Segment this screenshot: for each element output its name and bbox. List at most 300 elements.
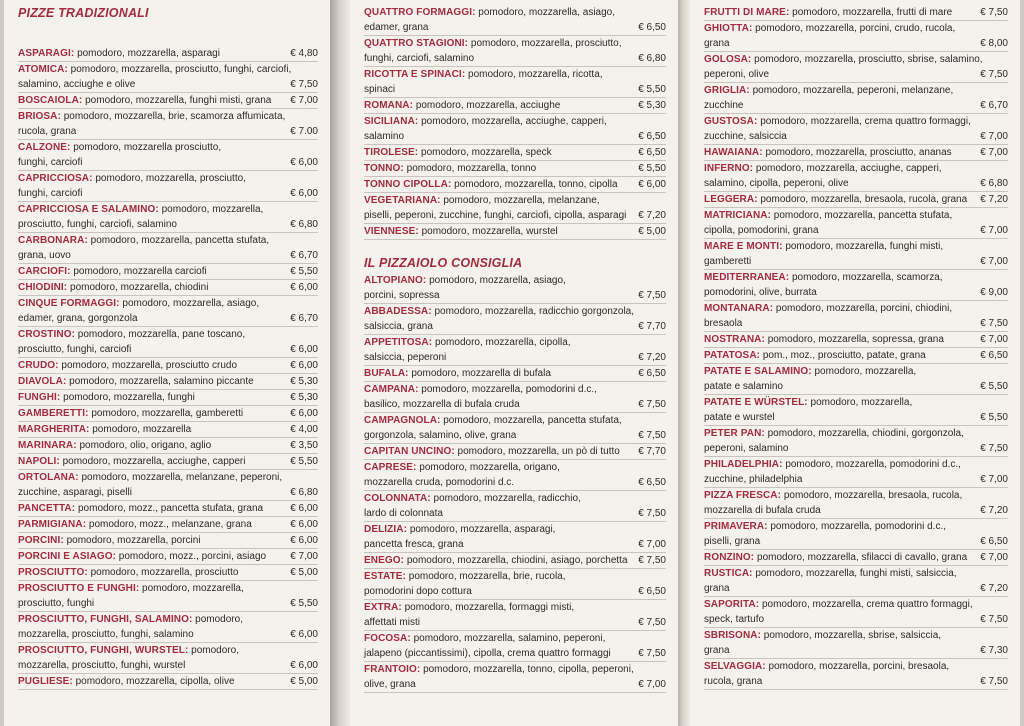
ingredients: pomodoro, mozzarella, speck [421,147,552,158]
pizza-name: QUATTRO STAGIONI: [364,38,469,49]
ingredients: rucola, grana [704,676,763,687]
menu-item-line [364,631,666,646]
pizza-name: GAMBERETTI: [18,408,89,419]
menu-item-line [18,342,318,357]
pizza-name: PROSCIUTTO, FUNGHI, WURSTEL: [18,645,189,656]
pizza-name: BUFALA: [364,368,409,379]
ingredients: pomodoro, mozzarella, formaggi misti, [404,602,575,613]
menu-item-line [18,62,318,77]
menu-item [364,5,666,36]
ingredients: pomodoro, mozzarella, pancetta stufata, [773,210,953,221]
menu-item-line [364,584,666,599]
pizza-name: INFERNO: [704,163,754,174]
menu-item [18,549,318,565]
price: € 6,80 [980,178,1008,189]
pizza-name: TIROLESE: [364,147,419,158]
menu-item [364,569,666,600]
menu-item-line [18,140,318,155]
menu-item-line [704,270,1008,285]
menu-item-line [704,597,1008,612]
price: € 6,00 [290,282,318,293]
price: € 7,00 [980,256,1008,267]
menu-item-line [364,491,666,506]
menu-item-line [364,600,666,615]
pizza-name: CAMPANA: [364,384,419,395]
menu-item-line [18,627,318,642]
pizza-name: TONNO CIPOLLA: [364,179,452,190]
price: € 7,00 [980,552,1008,563]
menu-item [18,454,318,470]
menu-item-line [364,366,666,381]
menu-item-line [18,581,318,596]
menu-item-line [704,550,1008,565]
menu-item-line [18,109,318,124]
menu-item [18,390,318,406]
price: € 5,00 [290,676,318,687]
price: € 6,70 [980,100,1008,111]
menu-item-line [364,51,666,66]
menu-item-line [704,410,1008,425]
menu-item-line [364,335,666,350]
menu-item [704,597,1008,628]
price: € 4,80 [290,48,318,59]
menu-item [18,581,318,612]
menu-column-2 [350,0,678,726]
pizza-name: BOSCAIOLA: [18,95,83,106]
ingredients: edamer, grana, gorgonzola [18,313,138,324]
pizza-name: PATATE E SALAMINO: [704,366,812,377]
menu-item [18,202,318,233]
menu-item-line [704,503,1008,518]
menu-item [18,533,318,549]
ingredients: pomodoro, mozzarella, prosciutto, funghi, carciofi, [70,64,292,75]
pizza-name: PRIMAVERA: [704,521,768,532]
price: € 7,50 [638,399,666,410]
menu-item-line [364,506,666,521]
menu-item [704,395,1008,426]
menu-item [704,208,1008,239]
price: € 7,50 [980,7,1008,18]
price: € 5,30 [290,376,318,387]
ingredients: pomodoro, olio, origano, aglio [79,440,212,451]
ingredients: pomodoro, mozzarella, acciughe, capperi [62,456,246,467]
ingredients: pomodoro, mozzarella, crema quattro formaggi, [761,599,973,610]
menu-item-line [364,428,666,443]
menu-item-line [704,254,1008,269]
ingredients: pomodoro, mozzarella, cipolla, [434,337,571,348]
menu-item-line [364,677,666,692]
ingredients: pomodoro, mozzarella, sopressa, grana [767,334,944,345]
pizza-name: RICOTTA E SPINACI: [364,69,466,80]
pizza-name: MEDITERRANEA: [704,272,790,283]
ingredients: pomodoro, mozzarella, crema quattro formaggi, [760,116,971,127]
menu-item-line [18,155,318,170]
price: € 6,80 [638,53,666,64]
pizza-name: GRIGLIA: [704,85,750,96]
ingredients: pomodoro, mozzarella, brie, scamorza affumicata, [63,111,286,122]
pizza-name: PATATE E WÜRSTEL: [704,397,808,408]
pizza-name: CRUDO: [18,360,59,371]
pizza-name: FRUTTI DI MARE: [704,7,790,18]
menu-item [364,177,666,193]
menu-item [18,264,318,280]
menu-item [18,501,318,517]
ingredients: grana, uovo [18,250,71,261]
ingredients: salamino, cipolla, peperoni, olive [704,178,849,189]
price: € 5,30 [290,392,318,403]
menu-item [704,52,1008,83]
menu-item-line [364,114,666,129]
pizza-name: CAMPAGNOLA: [364,415,441,426]
pizza-name: PROSCIUTTO: [18,567,88,578]
pizza-name: TONNO: [364,163,404,174]
ingredients: pomodoro, mozzarella, radicchio gorgonzola, [434,306,635,317]
pizza-name: SAPORITA: [704,599,760,610]
ingredients: grana [704,38,730,49]
menu-item-line [18,374,318,389]
ingredients: pomodoro, mozzarella, pomodorini d.c., [421,384,597,395]
ingredients: pomodoro, mozzarella, asiago, [122,298,260,309]
ingredients: pomodorini, olive, burrata [704,287,817,298]
ingredients: zucchine, salsiccia [704,131,787,142]
menu-item-line [18,233,318,248]
ingredients: salamino, acciughe e olive [18,79,136,90]
menu-item [364,273,666,304]
ingredients: salamino [364,131,405,142]
menu-item [704,519,1008,550]
menu-item-line [704,612,1008,627]
menu-item-line [704,534,1008,549]
menu-item [364,224,666,240]
menu-item-line [18,93,318,108]
price: € 5,50 [638,163,666,174]
ingredients: pomodoro, mozzarella, bresaola, rucola, [783,490,963,501]
price: € 7,50 [980,443,1008,454]
price: € 3,50 [290,440,318,451]
fold-right [676,0,690,726]
menu-item-line [18,438,318,453]
price: € 5,50 [290,456,318,467]
pizza-name: CINQUE FORMAGGI: [18,298,120,309]
price: € 7,00 [980,474,1008,485]
ingredients: bresaola [704,318,743,329]
menu-item-line [364,20,666,35]
menu-item-line [18,643,318,658]
menu-item [364,36,666,67]
ingredients: pomodoro, mozzarella, acciughe, capperi, [755,163,942,174]
ingredients: pomodoro, mozzarella, asiago, [478,7,616,18]
ingredients: grana [704,645,730,656]
fold-left [330,0,350,726]
menu-item-line [18,612,318,627]
menu-item-line [364,36,666,51]
ingredients: pomodoro, mozzarella, funghi [63,392,195,403]
ingredients: speck, tartufo [704,614,765,625]
ingredients: pomodoro, mozzarella di bufala [411,368,551,379]
menu-item-line [364,475,666,490]
menu-item-line [704,426,1008,441]
ingredients: pomodoro, mozzarella, porcini, bresaola, [768,661,950,672]
price: € 7.00 [290,126,318,137]
pizza-name: RONZINO: [704,552,755,563]
menu-item [364,491,666,522]
ingredients: peperoni, salamino [704,443,789,454]
ingredients: gorgonzola, salamino, olive, grana [364,430,517,441]
price: € 7,50 [290,79,318,90]
ingredients: pomodoro, mozzarella, brie, rucola, [408,571,566,582]
menu-item-line [704,441,1008,456]
pizza-name: EXTRA: [364,602,402,613]
pizza-name: RUSTICA: [704,568,753,579]
pizza-name: ALTOPIANO: [364,275,427,286]
ingredients: jalapeno (piccantissimi), cipolla, crema quattro formaggi [364,648,611,659]
pizza-name: QUATTRO FORMAGGI: [364,7,476,18]
menu-item [704,114,1008,145]
pizza-name: MATRICIANA: [704,210,772,221]
menu-item-line [704,301,1008,316]
menu-item-line [18,533,318,548]
pizza-name: VEGETARIANA: [364,195,441,206]
ingredients: pom., moz., prosciutto, patate, grana [762,350,926,361]
ingredients: pomodoro, mozzarella, wurstel [421,226,558,237]
ingredients: pomodoro, mozzarella, pomodorini d.c., [785,459,961,470]
ingredients: pomodoro, mozzarella, funghi misti, [785,241,944,252]
price: € 7,50 [980,69,1008,80]
ingredients: lardo di colonnata [364,508,443,519]
pizza-name: ASPARAGI: [18,48,75,59]
ingredients: pomodoro, mozzarella, [161,204,264,215]
menu-item [18,109,318,140]
ingredients: pomodoro, mozzarella, [142,583,244,594]
menu-item-line [364,382,666,397]
menu-item [18,296,318,327]
ingredients: pomodoro, mozzarella, salamino piccante [69,376,254,387]
price: € 5,50 [980,412,1008,423]
menu-item-line [18,186,318,201]
ingredients: pomodoro, mozzarella, [810,397,913,408]
price: € 6,80 [290,487,318,498]
menu-item-line [18,674,318,689]
menu-item-line [704,519,1008,534]
pizza-name: MARE E MONTI: [704,241,783,252]
pizza-name: PUGLIESE: [18,676,73,687]
price: € 6,50 [980,536,1008,547]
ingredients: piselli, peperoni, zucchine, funghi, carciofi, cipolla, asparagi [364,210,627,221]
price: € 7,20 [638,210,666,221]
menu-item [364,413,666,444]
ingredients: salsiccia, peperoni [364,352,447,363]
pizza-name: NOSTRANA: [704,334,765,345]
ingredients: pomodoro, mozzarella, porcini, crudo, rucola, [755,23,956,34]
menu-item-line [364,569,666,584]
menu-item-line [18,549,318,564]
pizza-name: VIENNESE: [364,226,419,237]
pizza-name: CAPRICCIOSA: [18,173,93,184]
price: € 7,50 [638,617,666,628]
menu-item-line [364,193,666,208]
price: € 7,00 [290,95,318,106]
menu-item-line [364,413,666,428]
menu-item-line [704,566,1008,581]
menu-item-line [18,358,318,373]
menu-item [18,358,318,374]
price: € 9,00 [980,287,1008,298]
menu-item-line [364,224,666,239]
ingredients: pomodoro, mozzarella, acciughe [415,100,561,111]
menu-item-line [704,457,1008,472]
menu-item-line [704,239,1008,254]
menu-item-line [704,285,1008,300]
ingredients: affettati misti [364,617,420,628]
price: € 6,00 [638,179,666,190]
ingredients: patate e wurstel [704,412,775,423]
menu-item-line [364,161,666,176]
menu-item-line [704,332,1008,347]
price: € 5,50 [980,381,1008,392]
pizza-name: COLONNATA: [364,493,431,504]
menu-item-line [704,488,1008,503]
ingredients: pomodoro, mozzarella, radicchio, [433,493,581,504]
ingredients: pomodoro, mozzarella, frutti di mare [792,7,953,18]
menu-item [364,98,666,114]
menu-item [18,46,318,62]
menu-item-line [364,444,666,459]
menu-item [364,553,666,569]
menu-item-line [704,643,1008,658]
price: € 6,00 [290,519,318,530]
menu-item-line [18,422,318,437]
menu-item [18,438,318,454]
menu-item-line [364,273,666,288]
menu-item-line [704,316,1008,331]
ingredients: peperoni, olive [704,69,770,80]
menu-item-line [364,662,666,677]
menu-item [704,83,1008,114]
price: € 6,00 [290,629,318,640]
menu-item [364,114,666,145]
menu-item [364,631,666,662]
menu-item [18,327,318,358]
ingredients: zucchine [704,100,744,111]
ingredients: pomodorini dopo cottura [364,586,472,597]
menu-item [18,374,318,390]
menu-item-line [704,628,1008,643]
ingredients: pomodoro, mozzarella carciofi [73,266,207,277]
menu-item-line [704,83,1008,98]
menu-item [18,674,318,690]
pizza-name: PROSCIUTTO E FUNGHI: [18,583,140,594]
ingredients: pomodoro, mozzarella, chiodini, asiago, porchetta [406,555,628,566]
pizza-name: SBRISONA: [704,630,762,641]
menu-item-line [364,460,666,475]
pizza-name: MONTANARA: [704,303,774,314]
price: € 6,70 [290,313,318,324]
menu-item [18,93,318,109]
menu-item-line [364,67,666,82]
menu-item-line [18,485,318,500]
menu-item-line [18,406,318,421]
menu-item [18,470,318,501]
menu-item-line [18,311,318,326]
ingredients: pomodoro, mozzarella, peperoni, melanzane, [752,85,954,96]
pizza-name: GOLOSA: [704,54,752,65]
pizza-name: PHILADELPHIA: [704,459,783,470]
menu-item-line [704,161,1008,176]
ingredients: pomodoro, mozzarella, prosciutto, sbrise, salamino, [754,54,983,65]
price: € 5,30 [638,100,666,111]
menu-item-line [704,208,1008,223]
menu-item [704,550,1008,566]
price: € 6,50 [638,131,666,142]
price: € 7,70 [638,321,666,332]
pizza-name: PORCINI E ASIAGO: [18,551,117,562]
ingredients: funghi, carciofi [18,188,83,199]
ingredients: pomodoro, mozzarella, pancetta stufata, [90,235,270,246]
pizza-name: PETER PAN: [704,428,765,439]
ingredients: pomodoro, mozzarella, pomodorini d.c., [770,521,947,532]
pizza-name: LEGGERA: [704,194,758,205]
price: € 6,00 [290,344,318,355]
menu-item-line [704,114,1008,129]
ingredients: pomodoro, mozzarella, prosciutto [90,567,239,578]
pizza-name: PARMIGIANA: [18,519,87,530]
price: € 6,50 [638,147,666,158]
ingredients: pomodoro, mozzarella, chiodini [70,282,209,293]
ingredients: cipolla, pomodorini, grana [704,225,819,236]
menu-item-line [704,472,1008,487]
ingredients: pomodoro, mozzarella, sbrise, salsiccia, [763,630,942,641]
menu-item [18,406,318,422]
ingredients: pomodoro, mozzarella, tonno, cipolla [454,179,618,190]
menu-item [704,426,1008,457]
ingredients: pomodoro, mozzarella, funghi misti, grana [85,95,272,106]
menu-item-line [18,327,318,342]
menu-item [18,233,318,264]
ingredients: pomodoro, mozzarella, sfilacci di cavallo, grana [757,552,968,563]
menu-item [364,335,666,366]
menu-item [704,270,1008,301]
price: € 7,20 [980,583,1008,594]
pizza-name: PIZZA FRESCA: [704,490,782,501]
menu-item-line [704,21,1008,36]
menu-item-line [18,264,318,279]
menu-item-line [18,658,318,673]
pizza-name: PROSCIUTTO, FUNGHI, SALAMINO: [18,614,193,625]
pizza-name: ROMANA: [364,100,414,111]
menu-item-line [704,145,1008,160]
menu-item [704,488,1008,519]
ingredients: gamberetti [704,256,752,267]
price: € 7,00 [980,147,1008,158]
price: € 6,00 [290,535,318,546]
price: € 6,00 [290,157,318,168]
price: € 6,00 [290,360,318,371]
menu-item-line [364,98,666,113]
ingredients: pomodoro, mozzarella, un pò di tutto [457,446,620,457]
price: € 6,00 [290,503,318,514]
menu-item [704,332,1008,348]
price: € 7,00 [290,551,318,562]
menu-item-line [704,52,1008,67]
pizza-name: CALZONE: [18,142,71,153]
menu-item [704,364,1008,395]
menu-item [18,422,318,438]
menu-item-line [364,319,666,334]
menu-item [18,565,318,581]
menu-item-line [18,596,318,611]
menu-item [364,193,666,224]
ingredients: pomodoro, mozzarella, prosciutto, ananas [765,147,952,158]
